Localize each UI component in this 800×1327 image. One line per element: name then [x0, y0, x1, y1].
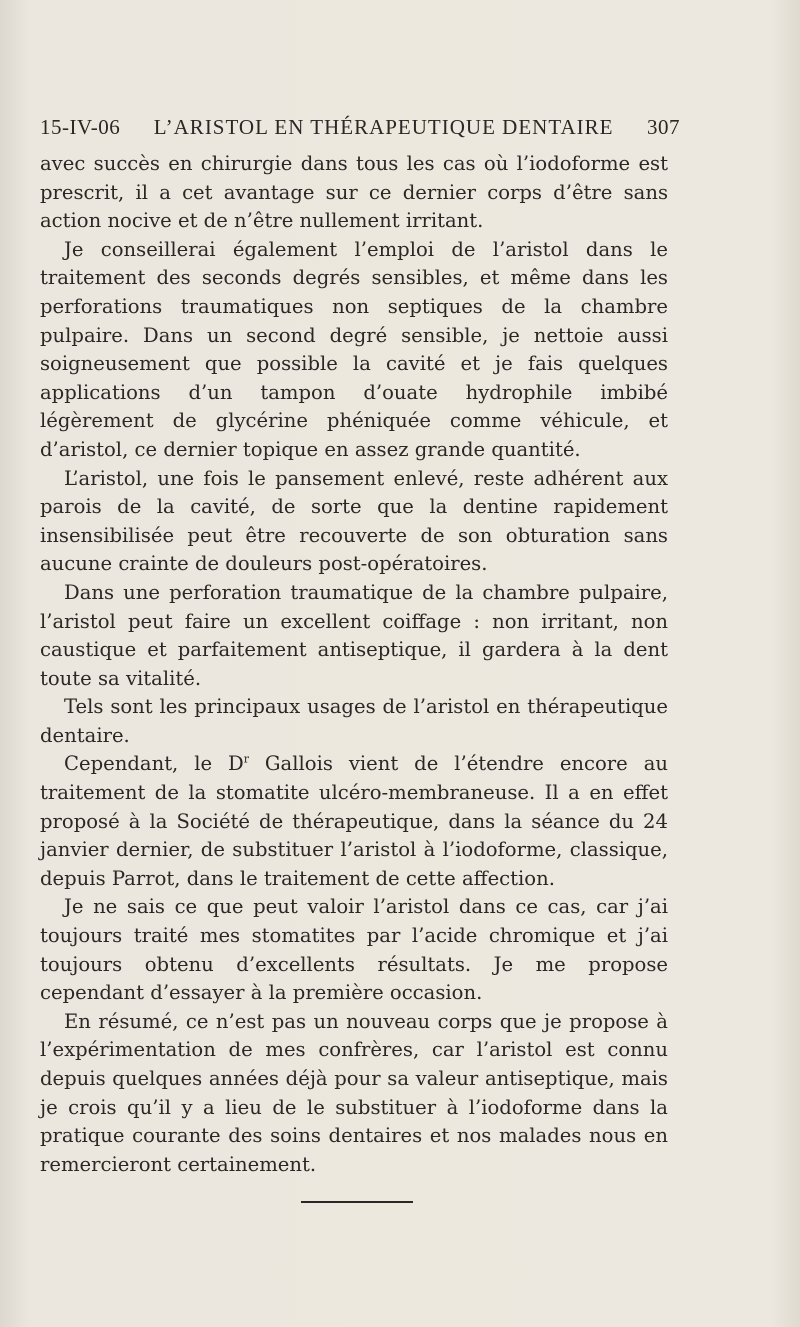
superscript: r	[243, 752, 249, 766]
running-title: L’ARISTOL EN THÉRAPEUTIQUE DENTAIRE	[153, 115, 614, 139]
paragraph: En résumé, ce n’est pas un nouveau corps que je propose à l’expérimentation de mes confrères, car l’aristol est connu depuis quelques années déjà pour sa valeur antiseptique, mais je crois qu’il y a lieu de le substituer à l’iodoforme dans la pratique courante des soins dentaires et nos malades nous en remercieront certainement.	[40, 1009, 668, 1176]
issue-date: 15-IV-06	[40, 115, 121, 139]
paragraph: Je ne sais ce que peut valoir l’aristol dans ce cas, car j’ai toujours traité mes stomatites par l’acide chromique et j’ai toujours obtenu d’excellents résultats. Je me propose cependant d’essayer à la première occasion.	[40, 895, 668, 1005]
paragraph: avec succès en chirurgie dans tous les cas où l’iodoforme est prescrit, il a cet avantage sur ce dernier corps d’être sans action nocive et de n’être nullement irritant.	[40, 152, 668, 233]
paragraph: Tels sont les principaux usages de l’aristol en thérapeutique dentaire.	[40, 695, 668, 747]
running-head	[40, 115, 680, 140]
page-number: 307	[647, 115, 680, 139]
body-text	[40, 150, 668, 1179]
paragraph: Je conseillerai également l’emploi de l’aristol dans le traitement des seconds degrés sensibles, et même dans les perforations traumatiques non septiques de la chambre pulpaire. Dans un second degré sensible, je nettoie aussi soigneusement que possible la cavité et je fais quelques applications d’un tampon d’ouate hydrophile imbibé légèrement de glycérine phéniquée comme véhicule, et d’aristol, ce dernier topique en assez grande quantité.	[40, 237, 668, 461]
paragraph: Dans une perforation traumatique de la chambre pulpaire, l’aristol peut faire un excellent coiffage : non irritant, non caustique et parfaitement antiseptique, il gardera à la dent toute sa vitalité.	[40, 580, 668, 690]
paragraph	[40, 750, 668, 893]
end-rule	[301, 1201, 413, 1203]
paragraph: L’aristol, une fois le pansement enlevé, reste adhérent aux parois de la cavité, de sorte que la dentine rapidement insensibilisée peut être recouverte de son obturation sans aucune crainte de douleurs post-opératoires.	[40, 466, 668, 576]
paragraph-text: Gallois vient de l’étendre encore au traitement de la stomatite ulcéro-membraneuse. Il a en effet proposé à la Société de thérapeutique, dans la séance du 24 janvier dernier, de substituer l’aristol à l’iodoforme, classique, depuis Parrot, dans le traitement de cette affection.	[40, 752, 668, 890]
paragraph-text: Cependant, le D	[64, 752, 244, 776]
